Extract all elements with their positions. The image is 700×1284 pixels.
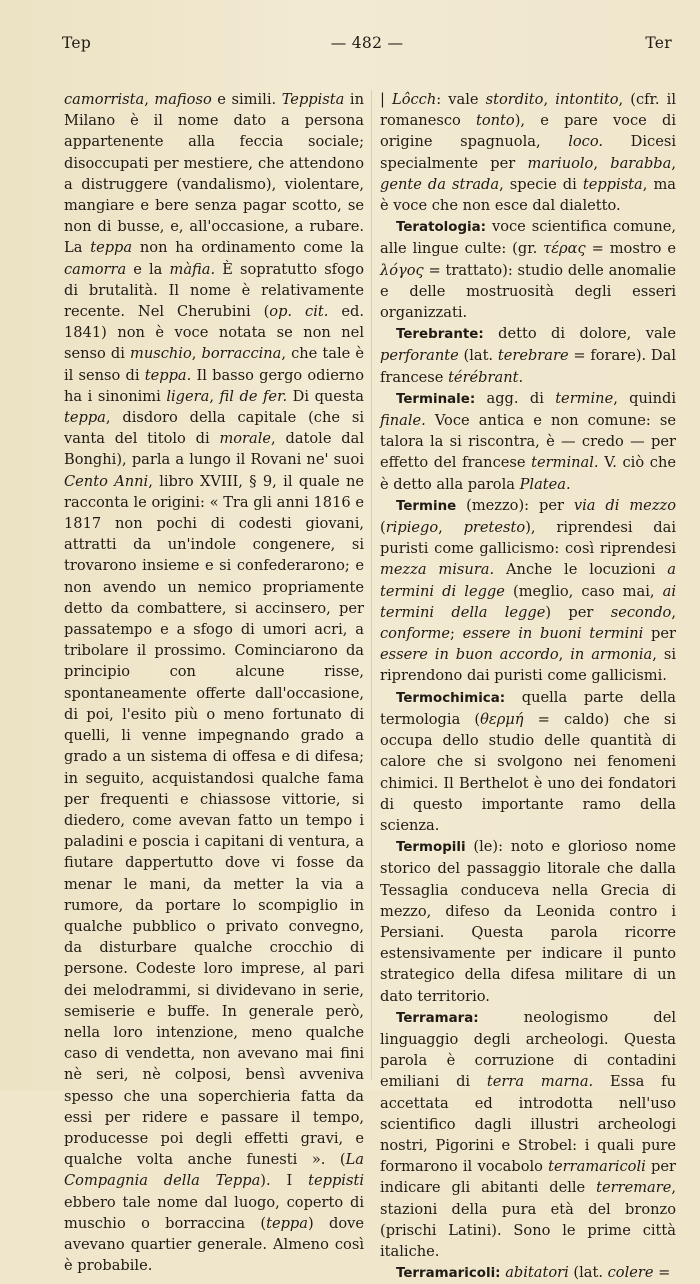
entry-headword: Termine [396,498,457,514]
text-run: , datole dal Bonghi), parla a lungo il Rovani ne' suoi [64,430,365,469]
text-run: Anche le locuzioni [494,561,668,579]
italic-term: abitatori [505,1264,569,1282]
text-run: agg. di [475,389,556,407]
column-divider [371,90,372,1080]
dictionary-entry [380,216,676,323]
italic-term: teppista [582,175,643,193]
text-run: , libro XVIII, § 9, il quale ne racconta le origini: « Tra gli anni 1816 e 1817 non pochi di codesti giovani, attratti da un'indole congenere, si trovarono insieme e si confederarono; e non avendo un nemico propriamente detto da combattere, si accinsero, per passatempo e a sfogo di umori acri, a tribolare il prossimo. Cominciarono da principio con alcune risse, spontaneamente offerte dall'occasione, di poi, l'esito più o meno fortunato di quelli, li venne impegnando grado a grado a un sistema di offesa e di difesa; in seguito, acquistandosi qualche fama per frequenti e chiassose vittorie, si diedero, come avevan fatto un tempo i paladini e poscia i capitani di ventura, a fiutare dappertutto dove vi fosse da menar le mani, da metter la via a rumore, da portare lo scompiglio in qualche pubblico o privato convegno, da disturbare qualche crocchio di persone. Codeste loro imprese, al pari dei melodrammi, si dividevano in serie, semiserie e buffe. In generale però, nella loro intenzione, meno qualche caso di vendetta, non avevano mai fini nè seri, nè colposi, bensì avveniva spesso che una soperchieria fatta da essi per ridere e passare il tempo, producesse poi degli effetti gravi, e qualche volta anche funesti ». ( [64,472,364,1169]
entry-headword: Terebrante: [396,327,484,343]
text-run: per [643,625,676,643]
text-run: , [593,154,611,172]
text-run: , [671,603,676,621]
italic-term: Cento Anni [64,472,149,490]
italic-term: màfia. [169,260,216,278]
italic-term: terremare [596,1179,672,1197]
text-run: (meglio, caso mai, [504,582,663,600]
italic-term: térébrant. [448,368,524,386]
italic-term: colere [607,1264,654,1282]
entry-headword: Terramara: [396,1010,479,1026]
italic-term: Teppista [281,91,345,108]
text-run: ). I [260,1172,309,1190]
italic-term: camorrista [64,91,145,108]
teppista-entry-continuation [64,89,364,1276]
entry-list [380,216,676,1284]
italic-term: camorra [64,260,127,278]
text-run: in Milano è il nome dato a persona appartenente alla feccia sociale; disoccupati per mestiere, che attendono a distruggere (vandalismo), violentare, mangiare e bere senza pagar scotto, se non di busse, e, all'occasione, a rubare. La [64,91,364,257]
text-run: Essa fu accettata ed introdotta nell'uso scientifico dagli illustri archeologi nostri, Pigorini e Strobel: i quali pure formarono il vocabolo [380,1073,676,1176]
left-column [64,89,364,1276]
dictionary-entry [380,323,676,388]
text-run: , [438,519,464,537]
dictionary-entry [380,836,676,1007]
page-number: — 482 — [330,34,404,52]
text-run: , si riprendono dai puristi come gallicismi. [380,646,676,685]
header-right-guideword: Ter [645,34,672,52]
text-run: ed. 1841) non è voce notata se non nel senso di [64,303,364,363]
dictionary-entry [380,495,676,687]
text-run: , [543,91,556,108]
text-run: Dicesi specialmente per [380,133,676,172]
text-run: ( [380,519,386,537]
text-run: e la [126,260,170,278]
text-run: V. ciò che è detto alla parola [380,454,676,493]
italic-term: a termini di legge [380,561,676,600]
right-column [380,89,676,1284]
italic-term: perforante [380,347,459,365]
text-run: = mostro e [585,240,676,258]
italic-term: borraccina [201,345,282,363]
text-run: neologismo del linguaggio degli archeologi. Questa parola è corruzione di contadini emiliani di [380,1008,676,1091]
italic-term: λόγος [380,261,424,279]
italic-term: termine [555,389,614,407]
italic-term: mariuolo [527,154,594,172]
text-run: = caldo) che si occupa dello studio delle quantità di calore che si svolgono nei fenomeni chimici. Il Berthelot è uno dei fondatori di questo importante ramo della scienza. [380,710,676,834]
entry-headword: Teratologia: [396,220,487,236]
dictionary-entry [380,1262,676,1284]
italic-term: Platea. [519,475,571,493]
running-header [62,34,672,58]
text-run: voce scientifica comune, alle lingue culte: (gr. [380,218,676,258]
italic-term: teppa. [144,366,192,384]
italic-term: op. cit. [269,303,329,321]
italic-term: La Compagnia della Teppa [64,1151,364,1190]
text-run: = forare). Dal francese [380,347,677,386]
italic-term: barabba [610,154,672,172]
text-run: , (cfr. il romanesco [380,91,677,130]
text-run: Di questa [287,387,364,405]
italic-term: loco. [568,133,604,151]
italic-term: terminal. [531,454,599,472]
text-run: , [209,387,220,405]
text-run: ), riprendesi dai puristi come gallicismo: così riprendesi [380,519,677,558]
italic-term: stordito [485,91,544,108]
italic-term: teppa [266,1214,308,1232]
dictionary-entry [380,687,676,836]
italic-term: Lôcch [392,91,437,108]
text-run: , quindi [613,389,676,407]
text-run: ) per [545,603,611,621]
text-run: e simili. [211,91,282,108]
italic-term: pretesto [463,519,526,537]
italic-term: via di mezzo [573,496,676,514]
text-run: (lat. [458,347,498,365]
italic-term: in armonia [570,646,653,664]
italic-term: intontito [555,91,619,108]
dictionary-entry [380,388,676,495]
italic-term: finale. [380,412,426,430]
text-run: , stazioni della pura età del bronzo (prischi Latini). Sono le prime città italiche. [380,1179,676,1260]
text-run: detto di dolore, vale [483,325,676,343]
header-left-guideword: Tep [62,34,92,52]
italic-term: ligera [166,387,210,405]
italic-term: mafioso [154,91,212,108]
text-run: non ha ordinamento come la [132,239,365,257]
text-run: ebbero tale nome dal luogo, coperto di muschio o borraccina ( [64,1193,364,1232]
italic-term: teppa [64,409,106,427]
text-run: , disdoro della capitale (che si vanta del titolo di [64,409,364,448]
entry-headword: Terramaricoli: [396,1266,501,1282]
italic-term: gente da strada [380,175,500,193]
text-run: ) dove avevano quartier generale. Almeno così è probabile. [64,1214,365,1275]
italic-term: morale [219,430,272,448]
italic-term: τέρας [543,240,586,258]
italic-term: conforme [380,625,450,643]
italic-term: ai termini della legge [380,582,676,621]
italic-term: ripiego [385,519,439,537]
text-run: , [671,154,676,172]
text-run: ), e pare voce di origine spagnuola, [380,112,676,151]
entry-headword: Terminale: [396,391,476,407]
text-run: , che tale è il senso di [64,345,364,384]
text-run: = [653,1264,671,1282]
italic-term: teppa [90,239,133,257]
text-run: quella parte della termologia ( [380,688,676,728]
entry-headword: Termochimica: [396,690,506,706]
text-run: , ma è voce che non esce dal dialetto. [380,175,676,215]
text-run: , [558,646,571,664]
text-run: È sopratutto sfogo di brutalità. Il nome è relativamente recente. Nel Cherubini ( [64,260,364,321]
italic-term: tonto [476,112,515,130]
italic-term: muschio [129,345,192,363]
text-run: | [380,91,393,108]
italic-term: terebrare [497,347,569,365]
italic-term: teppisti [308,1172,364,1190]
text-run: , specie di [499,175,583,193]
italic-term: essere in buon accordo [380,646,559,664]
italic-term: fil de fer. [219,387,288,405]
text-run: = trattato): studio delle anomalie e delle mostruosità degli esseri organizzati. [380,261,676,322]
text-run: , [191,345,202,363]
italic-term: terra marna. [486,1073,594,1091]
text-run: , [144,91,155,108]
text-run: : vale [436,91,486,108]
italic-term: terramaricoli [548,1158,646,1176]
locch-note [380,89,676,216]
text-run: (le): noto e glorioso nome storico del passaggio litorale che dalla Tessaglia conduceva nella Grecia di mezzo, difeso da Leonida contro i Persiani. Questa parola ricorre estensivamente per indicare il punto strategico della difesa militare di un dato territorio. [380,838,676,1005]
italic-term: essere in buoni termini [462,625,644,643]
text-run: (lat. [568,1264,608,1282]
entry-headword: Termopili [396,840,466,856]
text-run: ; [450,625,463,643]
text-run: per indicare gli abitanti delle [380,1158,676,1197]
italic-term: mezza misura. [380,561,495,579]
text-run: Il basso gergo odierno ha i sinonimi [64,366,364,405]
italic-term: θερμή [480,710,524,728]
dictionary-entry [380,1007,676,1262]
text-run: Voce antica e non comune: se talora la si riscontra, è — credo — per effetto del francese [380,412,676,472]
text-run: (mezzo): per [456,496,574,514]
italic-term: secondo [610,603,672,621]
